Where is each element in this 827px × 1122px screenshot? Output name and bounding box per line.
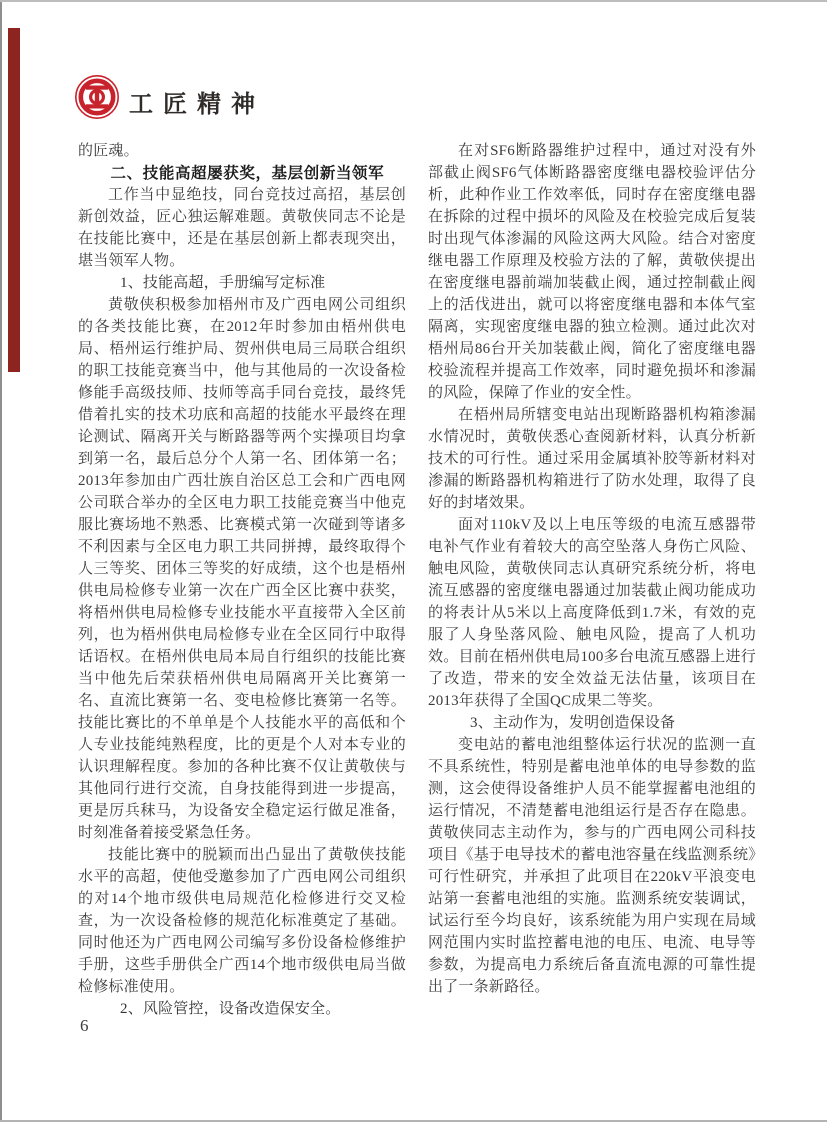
- column-right: [428, 140, 756, 998]
- paragraph: 技能比赛中的脱颖而出凸显出了黄敬侠技能水平的高超，使他受邀参加了广西电网公司组织的对14个地市级供电局规范化检修进行交叉检查，为一次设备检修的规范化标准奠定了基础。同时他还为广西电网公司编写多份设备检修维护手册，这些手册供全广西14个地市级供电局当做检修标准使用。: [78, 847, 406, 995]
- subsection-heading-3: 3、主动作为，发明创造保设备: [470, 715, 676, 731]
- page-left-border: [0, 0, 2, 1122]
- page-title: 工匠精神: [129, 89, 265, 118]
- paragraph: 变电站的蓄电池组整体运行状况的监测一直不具系统性，特别是蓄电池单体的电导参数的监测，这会使得设备维护人员不能掌握蓄电池组的运行情况，不清楚蓄电池组运行是否存在隐患。黄敬侠同志主动作为，参与的广西电网公司科技项目《基于电导技术的蓄电池容量在线监测系统》可行性研究，并承担了此项目在220kV平浪变电站第一套蓄电池组的实施。监测系统安装调试，试运行至今均良好，该系统能为用户实现在局域网范围内实时监控蓄电池的电压、电流、电导等参数，为提高电力系统后备直流电源的可靠性提出了一条新路径。: [428, 737, 756, 995]
- column-left: [78, 140, 406, 1020]
- paragraph: 面对110kV及以上电压等级的电流互感器带电补气作业有着较大的高空坠落人身伤亡风险、触电风险，黄敬侠同志认真研究系统分析，将电流互感器的密度继电器通过加装截止阀功能成功的将表计从5米以上高度降低到1.7米，有效的克服了人身坠落风险、触电风险，提高了人机功效。目前在梧州供电局100多台电流互感器上进行了改造，带来的安全效益无法估量，该项目在2013年获得了全国QC成果二等奖。: [428, 517, 756, 709]
- union-emblem-icon: [74, 74, 120, 120]
- page-top-border: [0, 0, 827, 2]
- section-heading-2: 二、技能高超屡获奖，基层创新当领军: [110, 164, 385, 182]
- subsection-heading-1: 1、技能高超，手册编写定标准: [120, 275, 326, 291]
- paragraph: 在梧州局所辖变电站出现断路器机构箱渗漏水情况时，黄敬侠悉心查阅新材料，认真分析新技术的可行性。通过采用金属填补胶等新材料对渗漏的断路器机构箱进行了防水处理，取得了良好的封堵效果。: [428, 407, 756, 511]
- page-number: 6: [80, 1016, 89, 1035]
- subsection-heading-2: 2、风险管控，设备改造保安全。: [120, 1001, 341, 1017]
- paragraph: 黄敬侠积极参加梧州市及广西电网公司组织的各类技能比赛，在2012年时参加由梧州供电局、梧州运行维护局、贺州供电局三局联合组织的职工技能竞赛当中，他与其他局的一次设备检修能手高级技师、技师等高手同台竞技，最终凭借着扎实的技术功底和高超的技能水平最终在理论测试、隔离开关与断路器等两个实操项目均拿到第一名，最后总分个人第一名、团体第一名；2013年参加由广西壮族自治区总工会和广西电网公司联合举办的全区电力职工技能竞赛当中他克服比赛场地不熟悉、比赛模式第一次碰到等诸多不利因素与全区电力职工共同拼搏，最终取得个人三等奖、团体三等奖的好成绩，这个也是梧州供电局检修专业第一次在广西全区比赛中获奖，将梧州供电局检修专业技能水平直接带入全区前列，也为梧州供电局检修专业在全区同行中取得话语权。在梧州供电局本局自行组织的技能比赛当中他先后荣获梧州供电局隔离开关比赛第一名、直流比赛第一名、变电检修比赛第一名等。技能比赛比的不单单是个人技能水平的高低和个人专业技能纯熟程度，比的更是个人对本专业的认识理解程度。参加的各种比赛不仅让黄敬侠与其他同行进行交流，自身技能得到进一步提高，更是厉兵秣马，为设备安全稳定运行做足准备，时刻准备着接受紧急任务。: [78, 297, 406, 841]
- left-accent-bar: [8, 28, 20, 372]
- paragraph: 在对SF6断路器维护过程中，通过对没有外部截止阀SF6气体断路器密度继电器校验评估分析，此种作业工作效率低，同时存在密度继电器在拆除的过程中损坏的风险及在校验完成后复装时出现气体渗漏的风险这两大风险。结合对密度继电器工作原理及校验方法的了解，黄敬侠提出在密度继电器前端加装截止阀，通过控制截止阀上的活伐进出，就可以将密度继电器和本体气室隔离，实现密度继电器的独立检测。通过此次对梧州局86台开关加装截止阀，简化了密度继电器校验流程并提高工作效率，同时避免损坏和渗漏的风险，保障了作业的安全性。: [428, 143, 756, 401]
- paragraph: 工作当中显绝技，同台竞技过高招，基层创新创效益，匠心独运解难题。黄敬侠同志不论是在技能比赛中，还是在基层创新上都表现突出，堪当领军人物。: [78, 187, 406, 269]
- paragraph-continuation: 的匠魂。: [78, 143, 139, 159]
